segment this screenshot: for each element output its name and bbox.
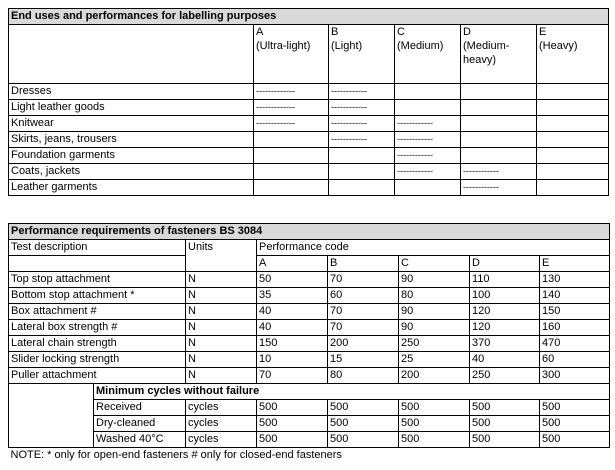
test-row: [9, 336, 610, 352]
end-use-label: Foundation garments: [9, 148, 254, 164]
test-value: 70: [328, 320, 399, 336]
cycles-value: 500: [399, 400, 470, 416]
test-value: 160: [540, 320, 610, 336]
end-uses-table: [8, 8, 609, 196]
cycles-value: 500: [540, 416, 610, 432]
cycles-row: [9, 432, 610, 448]
cycles-label: Washed 40°C: [94, 432, 186, 448]
category-header-a: A (Ultra-light): [254, 25, 329, 84]
test-units: N: [186, 272, 257, 288]
test-label: Top stop attachment: [9, 272, 186, 288]
test-row: [9, 272, 610, 288]
test-value: 60: [328, 288, 399, 304]
end-use-cell: [537, 148, 609, 164]
cycles-units: cycles: [186, 416, 257, 432]
code-b: B: [328, 256, 399, 272]
end-use-cell: ------------: [461, 164, 537, 180]
end-use-row: [9, 132, 609, 148]
units-header: Units: [186, 240, 257, 272]
end-use-cell: ------------: [329, 84, 395, 100]
code-c: C: [399, 256, 470, 272]
test-value: 150: [257, 336, 328, 352]
test-value: 15: [328, 352, 399, 368]
end-use-cell: [537, 100, 609, 116]
cycles-value: 500: [540, 432, 610, 448]
test-value: 200: [399, 368, 470, 384]
end-use-cell: ------------: [395, 116, 461, 132]
cycles-title: Minimum cycles without failure: [94, 384, 610, 400]
end-use-cell: [461, 148, 537, 164]
category-header-c: C (Medium): [395, 25, 461, 84]
end-use-cell: ------------: [395, 164, 461, 180]
end-use-label: Knitwear: [9, 116, 254, 132]
end-use-cell: [461, 116, 537, 132]
test-value: 80: [328, 368, 399, 384]
end-use-cell: [395, 180, 461, 196]
end-uses-title: End uses and performances for labelling purposes: [9, 9, 609, 25]
end-use-label: Dresses: [9, 84, 254, 100]
end-use-cell: -------------: [254, 116, 329, 132]
end-use-cell: [537, 164, 609, 180]
test-value: 120: [470, 320, 540, 336]
cycles-value: 500: [257, 432, 328, 448]
end-use-cell: [254, 180, 329, 196]
cycles-header-row: [9, 384, 610, 400]
end-use-cell: [329, 164, 395, 180]
category-header-d: D (Medium-heavy): [461, 25, 537, 84]
end-use-cell: [254, 164, 329, 180]
test-value: 140: [540, 288, 610, 304]
cycles-value: 500: [328, 432, 399, 448]
cycles-value: 500: [257, 400, 328, 416]
end-use-label: Coats, jackets: [9, 164, 254, 180]
test-value: 90: [399, 320, 470, 336]
end-use-row: [9, 164, 609, 180]
cycles-label: Received: [94, 400, 186, 416]
cycles-value: 500: [470, 400, 540, 416]
test-description-header: Test description: [9, 240, 186, 256]
cycles-spacer: [9, 384, 94, 448]
category-header-e: E (Heavy): [537, 25, 609, 84]
test-label: Bottom stop attachment *: [9, 288, 186, 304]
end-use-cell: [329, 148, 395, 164]
cycles-value: 500: [540, 400, 610, 416]
test-value: 250: [399, 336, 470, 352]
test-value: 40: [470, 352, 540, 368]
test-value: 70: [328, 272, 399, 288]
end-use-cell: -------------: [254, 100, 329, 116]
test-value: 150: [540, 304, 610, 320]
test-value: 470: [540, 336, 610, 352]
end-use-cell: [537, 180, 609, 196]
end-use-cell: [537, 132, 609, 148]
test-value: 100: [470, 288, 540, 304]
test-units: N: [186, 352, 257, 368]
cycles-row: [9, 416, 610, 432]
end-use-cell: ------------: [329, 116, 395, 132]
test-label: Lateral chain strength: [9, 336, 186, 352]
test-value: 35: [257, 288, 328, 304]
test-value: 80: [399, 288, 470, 304]
test-units: N: [186, 368, 257, 384]
end-use-cell: [461, 132, 537, 148]
fastener-performance-table: [8, 223, 610, 463]
test-value: 250: [470, 368, 540, 384]
cycles-value: 500: [399, 432, 470, 448]
test-label: Slider locking strength: [9, 352, 186, 368]
test-value: 70: [257, 368, 328, 384]
cycles-units: cycles: [186, 432, 257, 448]
code-e: E: [540, 256, 610, 272]
test-value: 10: [257, 352, 328, 368]
end-use-cell: [254, 148, 329, 164]
end-use-label: Light leather goods: [9, 100, 254, 116]
test-units: N: [186, 304, 257, 320]
category-header-b: B (Light): [329, 25, 395, 84]
cycles-value: 500: [399, 416, 470, 432]
end-use-cell: [537, 84, 609, 100]
code-d: D: [470, 256, 540, 272]
test-value: 130: [540, 272, 610, 288]
test-row: [9, 288, 610, 304]
end-use-cell: [254, 132, 329, 148]
footnote: NOTE: * only for open-end fasteners # only for closed-end fasteners: [9, 448, 610, 464]
end-use-cell: [461, 84, 537, 100]
test-units: N: [186, 336, 257, 352]
test-row: [9, 320, 610, 336]
end-use-cell: [395, 84, 461, 100]
test-description-header-blank: [9, 256, 186, 272]
test-label: Box attachment #: [9, 304, 186, 320]
test-value: 300: [540, 368, 610, 384]
test-value: 70: [328, 304, 399, 320]
test-value: 40: [257, 304, 328, 320]
test-value: 90: [399, 272, 470, 288]
end-use-row: [9, 84, 609, 100]
end-use-row: [9, 148, 609, 164]
test-row: [9, 304, 610, 320]
performance-code-header: Performance code: [257, 240, 610, 256]
test-value: 60: [540, 352, 610, 368]
end-use-label: Skirts, jeans, trousers: [9, 132, 254, 148]
test-label: Puller attachment: [9, 368, 186, 384]
end-use-cell: ------------: [461, 180, 537, 196]
test-value: 90: [399, 304, 470, 320]
end-use-cell: [395, 100, 461, 116]
performance-title: Performance requirements of fasteners BS 3084: [9, 224, 610, 240]
end-use-cell: -------------: [254, 84, 329, 100]
test-value: 40: [257, 320, 328, 336]
cycles-value: 500: [328, 400, 399, 416]
test-value: 200: [328, 336, 399, 352]
end-use-row: [9, 180, 609, 196]
end-use-row: [9, 116, 609, 132]
test-row: [9, 352, 610, 368]
test-value: 110: [470, 272, 540, 288]
end-use-cell: ------------: [329, 132, 395, 148]
cycles-units: cycles: [186, 400, 257, 416]
test-label: Lateral box strength #: [9, 320, 186, 336]
test-value: 50: [257, 272, 328, 288]
end-use-cell: [461, 100, 537, 116]
cycles-value: 500: [328, 416, 399, 432]
end-use-cell: ------------: [329, 100, 395, 116]
test-row: [9, 368, 610, 384]
end-use-cell: [537, 116, 609, 132]
cycles-value: 500: [470, 416, 540, 432]
test-value: 120: [470, 304, 540, 320]
test-value: 370: [470, 336, 540, 352]
test-units: N: [186, 320, 257, 336]
test-value: 25: [399, 352, 470, 368]
end-use-cell: ------------: [395, 132, 461, 148]
code-a: A: [257, 256, 328, 272]
end-use-cell: ------------: [395, 148, 461, 164]
end-use-cell: [329, 180, 395, 196]
cycles-value: 500: [470, 432, 540, 448]
test-units: N: [186, 288, 257, 304]
cycles-row: [9, 400, 610, 416]
end-uses-header-blank: [9, 25, 254, 84]
cycles-value: 500: [257, 416, 328, 432]
cycles-label: Dry-cleaned: [94, 416, 186, 432]
end-use-label: Leather garments: [9, 180, 254, 196]
end-use-row: [9, 100, 609, 116]
